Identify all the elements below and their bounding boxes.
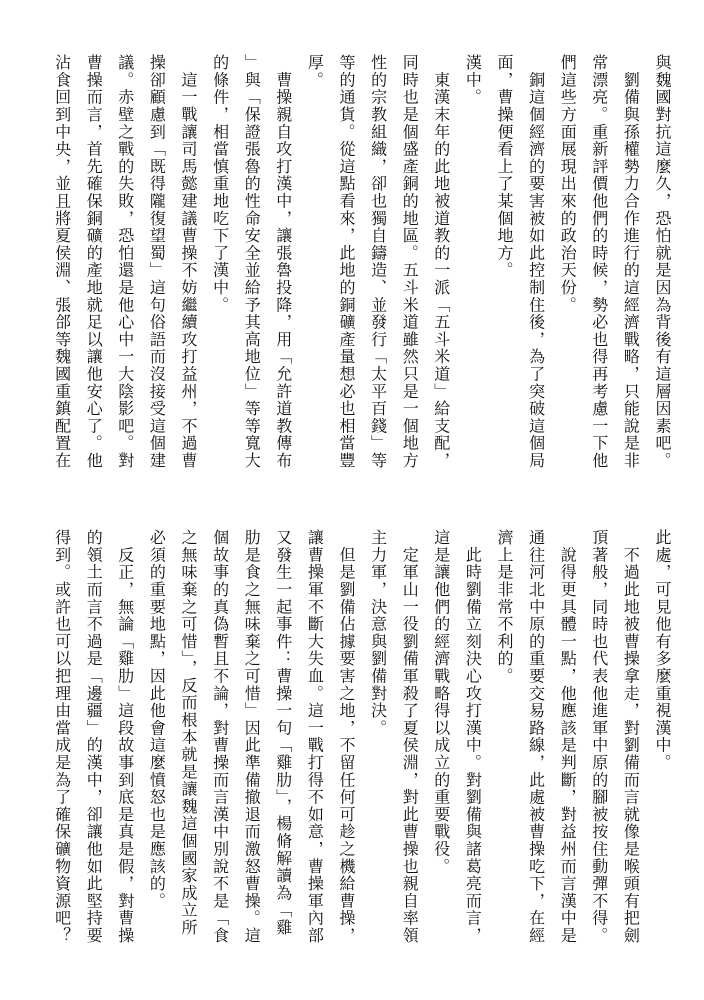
text-column: 這是讓他們的經濟戰略得以成立的重要戰役。 bbox=[431, 529, 451, 875]
text-column: 沾食回到中央，並且將夏侯淵、張郃等魏國重鎮配置在 bbox=[52, 54, 72, 470]
text-column: 面，曹操便看上了某個地方。 bbox=[495, 54, 514, 279]
text-column: 與魏國對抗這麼久，恐怕就是因為背後有這層因素吧。 bbox=[653, 54, 672, 470]
text-column: 不過此地被曹操拿走，對劉備而言就像是喉頭有把劍 bbox=[621, 529, 641, 945]
text-column: 曹操而言，首先確保銅礦的產地就足以讓他安心了。他 bbox=[84, 54, 104, 470]
text-column: 」與「保證張魯的性命安全並給予其高地位」等等寬大 bbox=[242, 54, 262, 470]
text-column: 但是劉備佔據要害之地，不留任何可趁之機給曹操， bbox=[337, 529, 356, 945]
text-column: 曹操親自攻打漢中，讓張魯投降，用「允許道教傳布 bbox=[273, 54, 293, 470]
text-column: 得到。或許也可以把理由當成是為了確保礦物資源吧？ bbox=[52, 529, 72, 945]
text-column: 讓曹操軍不斷大失血。這一戰打得不如意，曹操軍內部 bbox=[305, 529, 325, 945]
text-column: 操卻顧慮到「既得隴復望蜀」這句俗語而沒接受這個建 bbox=[147, 54, 167, 470]
text-column: 必須的重要地點，因此他會這麼憤怒也是應該的。 bbox=[147, 529, 167, 910]
text-column: 東漢末年的此地被道教的一派「五斗米道」給支配， bbox=[431, 54, 451, 470]
text-column: 反正，無論「雞肋」這段故事到底是真是假，對曹操 bbox=[115, 529, 135, 945]
text-column: 性的宗教組織，卻也獨自鑄造、並發行「太平百錢」等 bbox=[368, 54, 388, 470]
text-column: 個故事的真偽暫且不論，對曹操而言漢中別說不是「食 bbox=[210, 529, 230, 945]
text-column: 這一戰讓司馬懿建議曹操不妨繼續攻打益州，不過曹 bbox=[179, 54, 198, 470]
text-column: 肋是食之無味棄之可惜」因此準備撤退而激怒曹操。這 bbox=[242, 529, 262, 945]
text-column: 通往河北中原的重要交易路線，此處被曹操吃下，在經 bbox=[526, 529, 546, 945]
text-column: 厚。 bbox=[305, 54, 325, 89]
text-column: 定軍山一役劉備軍殺了夏侯淵，對此曹操也親自率領 bbox=[400, 529, 420, 945]
text-column: 同時也是個盛產銅的地區。五斗米道雖然只是一個地方 bbox=[400, 54, 420, 470]
text-column: 此時劉備立刻決心攻打漢中。對劉備與諸葛亮而言， bbox=[463, 529, 483, 945]
text-column: 等的通貨。從這點看來，此地的銅礦產量想必也相當豐 bbox=[337, 54, 356, 470]
text-column: 劉備與孫權勢力合作進行的這經濟戰略，只能說是非 bbox=[621, 54, 641, 470]
text-column: 漢中。 bbox=[463, 54, 483, 106]
text-column: 銅這個經濟的要害被如此控制住後，為了突破這個局 bbox=[526, 54, 546, 470]
text-column: 濟上是非常不利的。 bbox=[495, 529, 514, 685]
text-column: 常漂亮。重新評價他們的時候，勢必也得再考慮一下他 bbox=[589, 54, 609, 470]
text-column: 議。赤壁之戰的失敗，恐怕還是他心中一大陰影吧。對 bbox=[115, 54, 135, 470]
text-column: 說得更具體一點，他應該是判斷，對益州而言漢中是 bbox=[558, 529, 578, 945]
text-column: 頂著般，同時也代表他進軍中原的腳被按住動彈不得。 bbox=[589, 529, 609, 945]
text-column: 此處，可見他有多麼重視漢中。 bbox=[653, 529, 672, 772]
text-column: 的條件，相當慎重地吃下了漢中。 bbox=[210, 54, 230, 314]
text-column: 們這些方面展現出來的政治天份。 bbox=[558, 54, 578, 314]
text-column: 又發生一起事件：曹操一句「雞肋」，楊脩解讀為「雞 bbox=[273, 529, 293, 937]
text-column: 之無味棄之可惜」，反而根本就是讓魏這個國家成立所 bbox=[179, 529, 198, 937]
text-column: 的領土而言不過是「邊疆」的漢中，卻讓他如此堅持要 bbox=[84, 529, 104, 945]
text-column: 主力軍，決意與劉備對決。 bbox=[368, 529, 388, 737]
